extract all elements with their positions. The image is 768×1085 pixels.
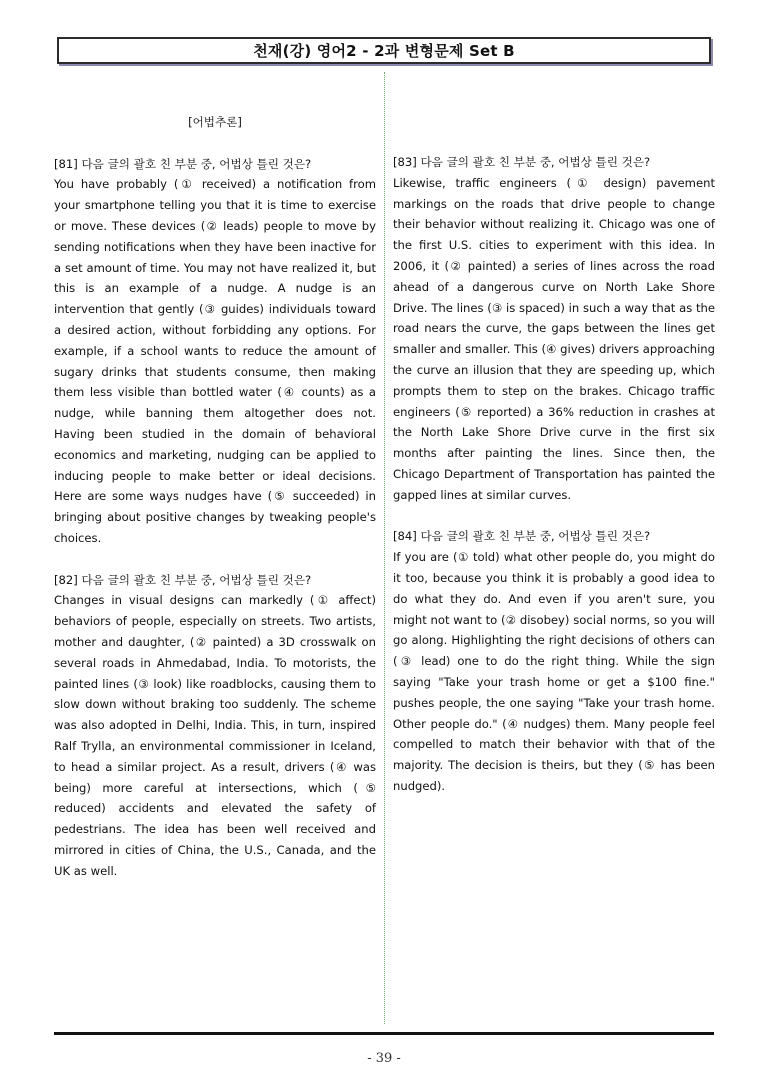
question-passage: Likewise, traffic engineers (① design) pavement markings on the roads that drive people to change their behavior without realizing it. Chicago was one of the first U.S. cities to experiment with this idea. In 2006, it (② painted) a series of lines across the road ahead of a dangerous curve on North Lake Shore Drive. The lines (③ is spaced) in such a way that as the road nears the curve, the gaps between the lines get smaller and smaller. This (④ gives) drivers approaching the curve an illusion that they are speeding up, which prompts them to step on the brakes. Chicago traffic engineers (⑤ reported) a 36% reduction in crashes at the North Lake Shore Drive curve in the first six months after painting the lines. Since then, the Chicago Department of Transportation has painted the gapped lines at similar curves. [393, 175, 715, 502]
right-column [393, 152, 715, 797]
question-passage: You have probably (① received) a notification from your smartphone telling you that it is time to exercise or move. These devices (② leads) people to move by sending notifications when they have been inactive for a set amount of time. You may not have realized it, but this is an example of a nudge. A nudge is an intervention that gently (③ guides) individuals toward a desired action, without forbidding any options. For example, if a school wants to reduce the amount of sugary drinks that students consume, then making them less visible than bottled water (④ counts) as a nudge, while banning them altogether does not. Having been studied in the domain of behavioral economics and marketing, nudging can be applied to inducing people to make better or ideal decisions. Here are some ways nudges have (⑤ succeeded) in bringing about positive changes by tweaking people's choices. [54, 177, 376, 545]
question-prompt: [82] 다음 글의 괄호 친 부분 중, 어법상 틀린 것은? [54, 572, 312, 587]
question-82 [54, 570, 376, 882]
question-prompt: [83] 다음 글의 괄호 친 부분 중, 어법상 틀린 것은? [393, 155, 651, 169]
footer-rule [54, 1032, 714, 1035]
question-81 [54, 154, 376, 549]
section-category: [어법추론] [188, 115, 242, 129]
document-title: 천재(강) 영어2 - 2과 변형문제 Set B [253, 42, 515, 60]
page-number: - 39 - [367, 1051, 401, 1066]
question-83 [393, 152, 715, 506]
page-header [57, 37, 711, 64]
question-passage: Changes in visual designs can markedly (① affect) behaviors of people, especially on streets. Two artists, mother and daughter, (② painted) a 3D crosswalk on several roads in Ahmedabad, India. To motorists, the painted lines (③ look) like roadblocks, causing them to slow down without braking too suddenly. The scheme was also adopted in Delhi, India. This, in turn, inspired Ralf Trylla, an environmental commissioner in Iceland, to head a similar project. As a result, drivers (④ was being) more careful at intersections, which (⑤ reduced) accidents and elevated the safety of pedestrians. The idea has been well received and mirrored in cities of China, the U.S., Canada, and the UK as well. [54, 593, 376, 878]
question-prompt: [84] 다음 글의 괄호 친 부분 중, 어법상 틀린 것은? [393, 529, 651, 544]
question-84 [393, 526, 715, 796]
column-divider [384, 72, 385, 1024]
question-passage: If you are (① told) what other people do, you might do it too, because you think it is probably a good idea to do what they do. And even if you aren't sure, you might not want to (② disobey) social norms, so you will go along. Highlighting the right decisions of others can (③ lead) one to do the right thing. While the sign saying "Take your trash home or get a $100 fine." pushes people, the one saying "Take your trash home. Other people do." (④ nudges) them. Many people feel compelled to match their behavior with that of the majority. The decision is theirs, but they (⑤ has been nudged). [393, 550, 715, 793]
left-column [54, 112, 376, 881]
question-prompt: [81] 다음 글의 괄호 친 부분 중, 어법상 틀린 것은? [54, 156, 312, 171]
